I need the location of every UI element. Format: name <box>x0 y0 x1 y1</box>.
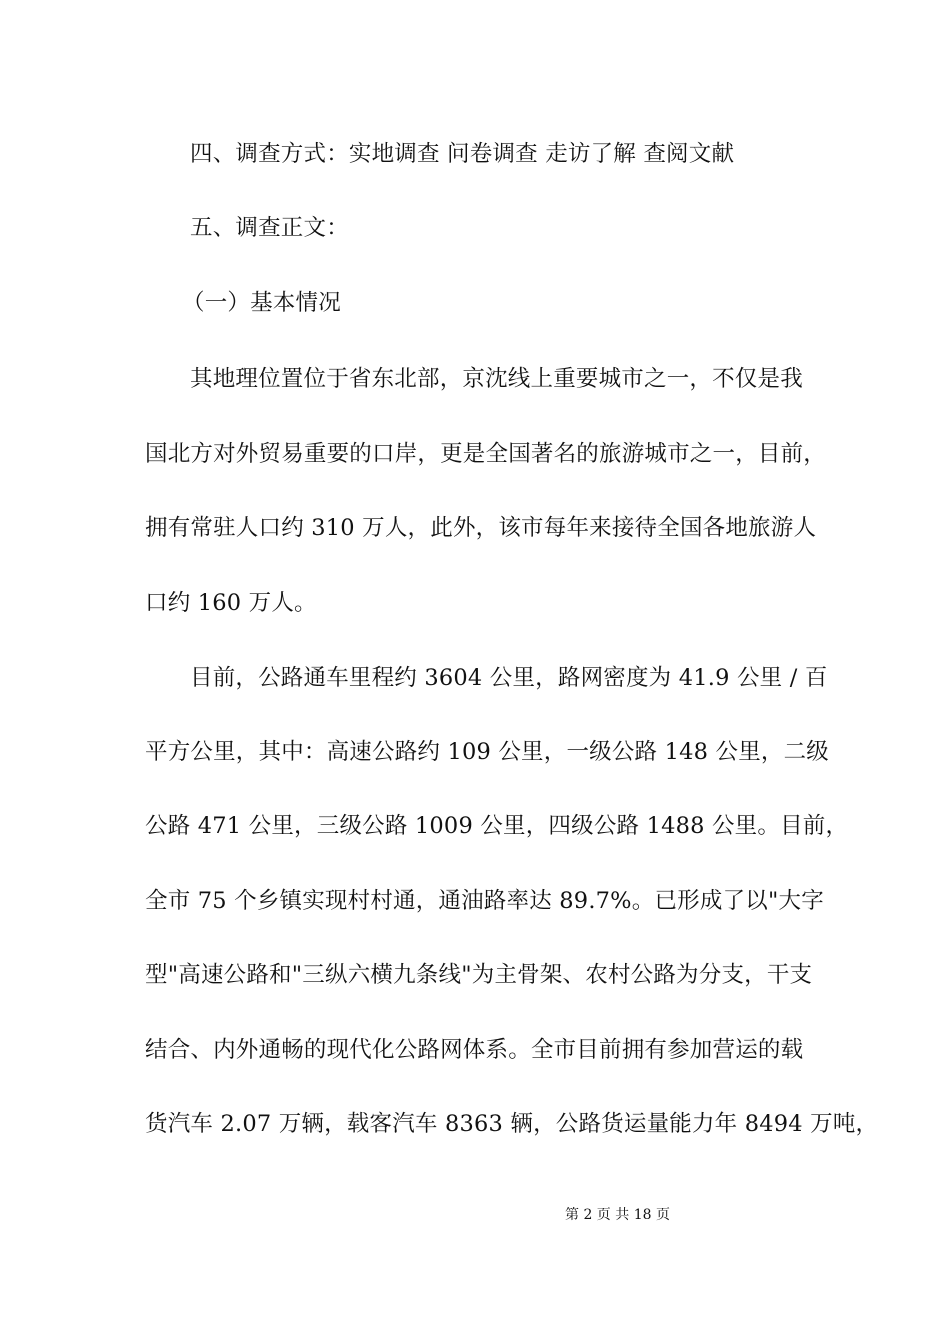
paragraph-line: 平方公里，其中：高速公路约 109 公里，一级公路 148 公里，二级 <box>145 739 830 765</box>
paragraph-line: 国北方对外贸易重要的口岸，更是全国著名的旅游城市之一，目前， <box>145 441 827 467</box>
paragraph-line: 目前，公路通车里程约 3604 公里，路网密度为 41.9 公里 / 百 <box>190 665 828 691</box>
page-number-footer: 第 2 页 共 18 页 <box>565 1207 670 1223</box>
section-four-survey-methods: 四、调查方式：实地调查 问卷调查 走访了解 查阅文献 <box>190 141 735 167</box>
paragraph-line: 公路 471 公里，三级公路 1009 公里，四级公路 1488 公里。目前， <box>145 813 849 839</box>
paragraph-line: 型"高速公路和"三纵六横九条线"为主骨架、农村公路为分支，干支 <box>145 962 813 988</box>
section-five-survey-body: 五、调查正文： <box>190 215 349 241</box>
paragraph-line: 口约 160 万人。 <box>145 590 317 616</box>
paragraph-line: 其地理位置位于省东北部，京沈线上重要城市之一，不仅是我 <box>190 366 803 392</box>
paragraph-line: 全市 75 个乡镇实现村村通，通油路率达 89.7%。已形成了以"大字 <box>145 888 824 914</box>
subsection-basic-situation: （一）基本情况 <box>182 290 341 316</box>
paragraph-line: 货汽车 2.07 万辆，载客汽车 8363 辆，公路货运量能力年 8494 万吨， <box>145 1111 879 1137</box>
paragraph-line: 拥有常驻人口约 310 万人，此外，该市每年来接待全国各地旅游人 <box>145 515 817 541</box>
paragraph-line: 结合、内外通畅的现代化公路网体系。全市目前拥有参加营运的载 <box>145 1037 804 1063</box>
